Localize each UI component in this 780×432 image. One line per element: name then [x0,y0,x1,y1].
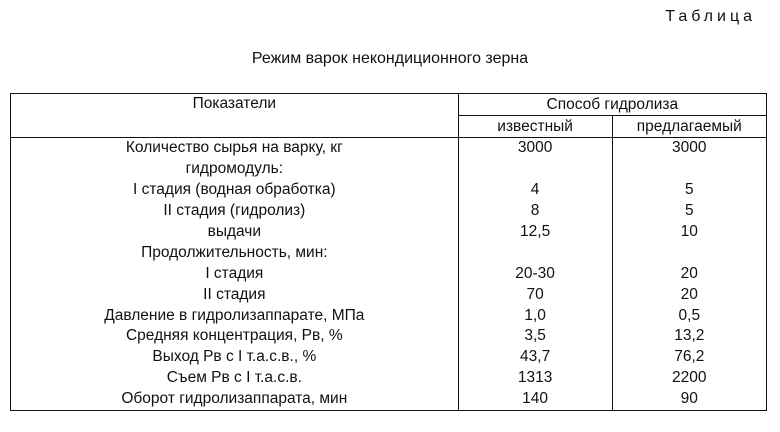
known-cell: 3000 [458,138,612,159]
table-label: Таблица [665,8,756,25]
table-row [11,284,767,305]
known-cell: 70 [458,284,612,305]
table-row [11,326,767,347]
table-row [11,180,767,201]
column-header-indicators: Показатели [11,94,459,138]
table-row [11,222,767,243]
indicator-cell: I стадия (водная обработка) [11,180,459,201]
proposed-cell: 0,5 [612,305,766,326]
column-header-known: известный [458,116,612,138]
known-cell: 20-30 [458,263,612,284]
indicator-cell: Давление в гидролизаппарате, МПа [11,305,459,326]
table-row [11,389,767,410]
known-cell: 3,5 [458,326,612,347]
proposed-cell: 20 [612,263,766,284]
table-row [11,263,767,284]
known-cell: 4 [458,180,612,201]
proposed-cell: 76,2 [612,347,766,368]
known-cell: 140 [458,389,612,410]
indicator-cell: Количество сырья на варку, кг [11,138,459,159]
proposed-cell [612,159,766,180]
known-cell [458,159,612,180]
proposed-cell: 10 [612,222,766,243]
indicator-cell: II стадия (гидролиз) [11,201,459,222]
header-row [11,94,767,116]
table-row [11,347,767,368]
column-header-method: Способ гидролиза [458,94,766,116]
table-row [11,305,767,326]
known-cell: 1313 [458,368,612,389]
proposed-cell: 5 [612,201,766,222]
known-cell: 12,5 [458,222,612,243]
document-title: Режим варок некондиционного зерна [251,50,529,67]
proposed-cell: 90 [612,389,766,410]
indicator-cell: I стадия [11,263,459,284]
indicator-cell: II стадия [11,284,459,305]
indicator-cell: Средняя концентрация, Рв, % [11,326,459,347]
indicator-cell: Съем Рв с I т.а.с.в. [11,368,459,389]
table-row [11,242,767,263]
known-cell: 8 [458,201,612,222]
proposed-cell: 5 [612,180,766,201]
proposed-cell: 13,2 [612,326,766,347]
known-cell [458,242,612,263]
column-header-proposed: предлагаемый [612,116,766,138]
indicator-cell: Продолжительность, мин: [11,242,459,263]
indicator-cell: Оборот гидролизаппарата, мин [11,389,459,410]
proposed-cell: 3000 [612,138,766,159]
known-cell: 43,7 [458,347,612,368]
proposed-cell: 2200 [612,368,766,389]
table-row [11,201,767,222]
data-table [10,93,767,411]
indicator-cell: выдачи [11,222,459,243]
table-row [11,159,767,180]
table-row [11,138,767,159]
indicator-cell: гидромодуль: [11,159,459,180]
proposed-cell: 20 [612,284,766,305]
indicator-cell: Выход Рв с I т.а.с.в., % [11,347,459,368]
known-cell: 1,0 [458,305,612,326]
proposed-cell [612,242,766,263]
table-row [11,368,767,389]
